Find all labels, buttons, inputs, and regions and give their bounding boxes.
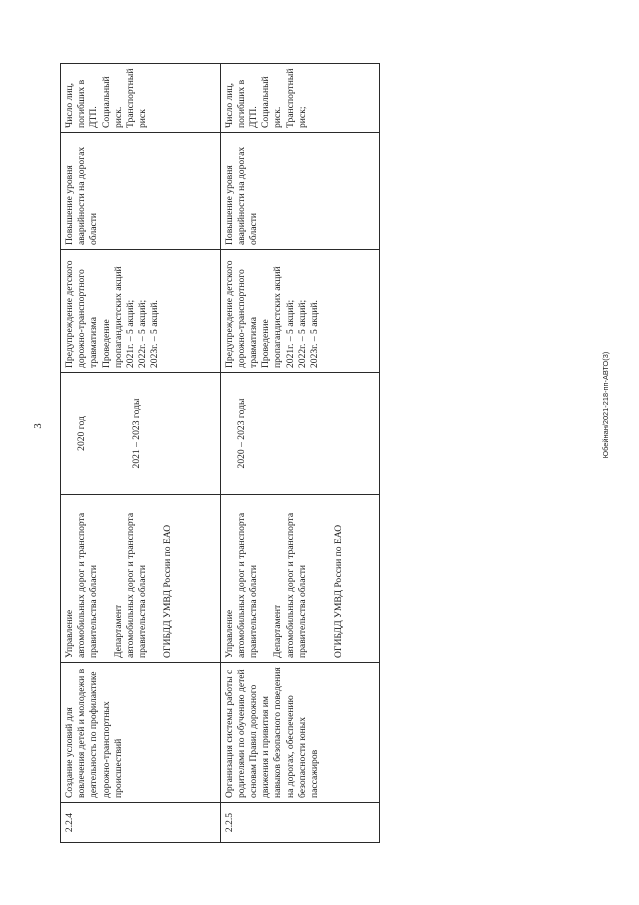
cell-executor: Управление автомобильных дорог и транспорта правительства области Департамент автомобильных дорог и транспорта правительства области ОГИБДД УМВД России по ЕАО — [221, 494, 380, 662]
term-main: 2020 – 2023 годы — [235, 398, 247, 469]
cell-measure-name: Создание условий для вовлечения детей и молодежи в деятельность по профилактике дорожно-транспортных происшествий — [61, 662, 220, 802]
cell-number: 2.2.5 — [221, 802, 380, 842]
term-main: 2020 год — [76, 416, 88, 451]
cell-term — [61, 372, 220, 494]
document-code: Юбейнан/2021-218-пп-АВТО(3) — [601, 351, 610, 459]
cell-expected-result: Предупреждение детского дорожно-транспортного травматизма Проведение пропагандистских акций 2021г. – 5 акций; 2022г. – 5 акций; 2023г. – 5 акций. — [61, 249, 220, 372]
cell-target: Повышение уровня аварийности на дорогах области — [61, 132, 220, 249]
term-sub: 2021 – 2023 годы — [130, 398, 142, 469]
cell-measure-name: Организация системы работы с родителями по обучению детей основам Правил дорожного движения и привития им навыков безопасного поведения на дорогах, обеспечению безопасности юных пассажиров — [221, 662, 380, 802]
cell-expected-result: Предупреждение детского дорожно-транспортного травматизма Проведение пропагандистских акций 2021г. – 5 акций; 2022г. – 5 акций; 2023г. – 5 акций. — [221, 249, 380, 372]
cell-term — [221, 372, 380, 494]
cell-indicator: Число лиц, погибших в ДТП. Социальный риск. Транспортный риск — [64, 68, 149, 128]
program-measures-table — [60, 63, 380, 843]
cell-number: 2.2.4 — [61, 802, 220, 842]
cell-executor: Управление автомобильных дорог и транспорта правительства области Департамент автомобильных дорог и транспорта правительства области ОГИБДД УМВД России по ЕАО — [61, 494, 220, 662]
table-row — [61, 64, 221, 842]
table-row — [221, 64, 380, 842]
cell-indicator: Число лиц, погибших в ДТП. Социальный риск. Транспортный риск; — [223, 68, 308, 128]
cell-target: Повышение уровня аварийности на дорогах области — [221, 132, 380, 249]
page-number: 3 — [33, 423, 44, 429]
